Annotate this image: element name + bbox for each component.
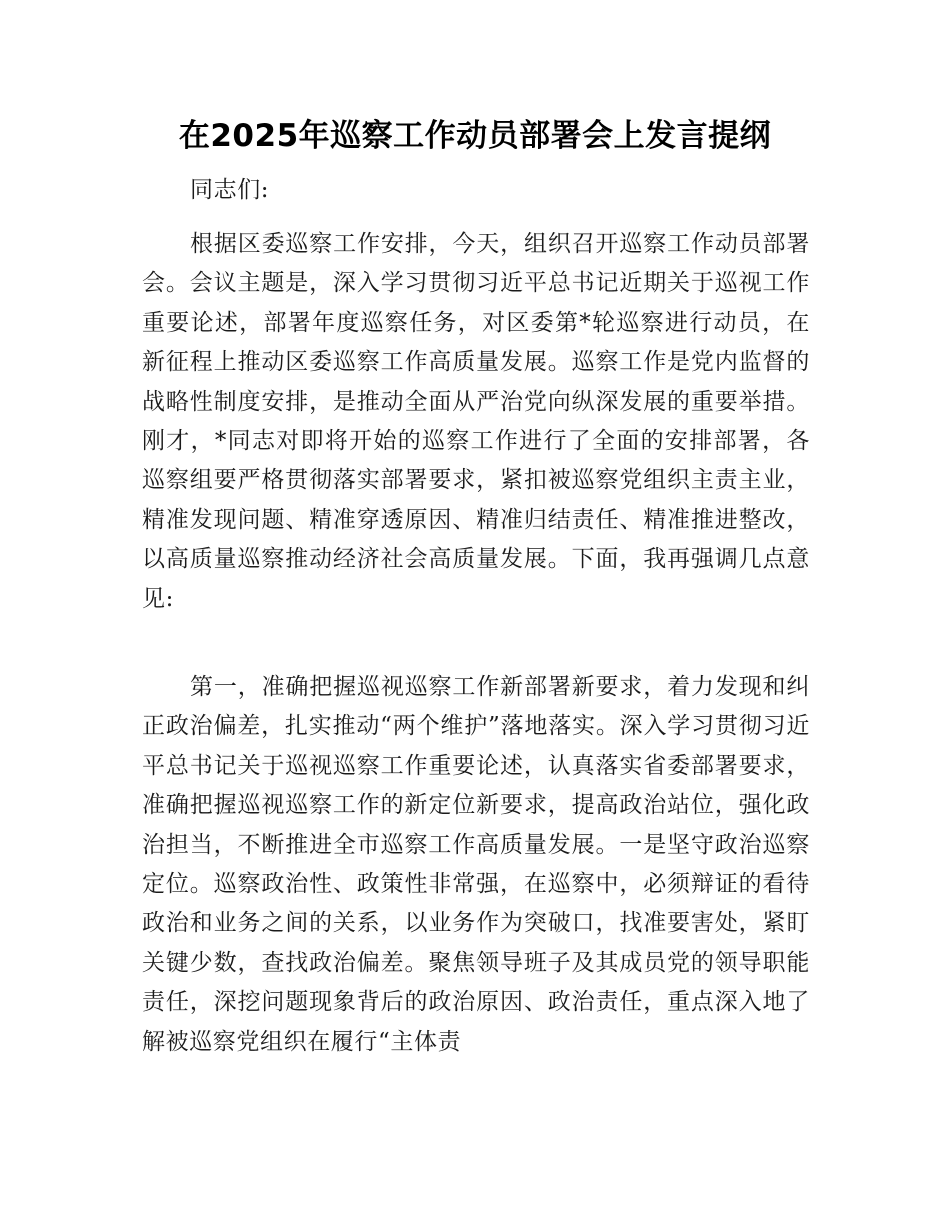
greeting-text: 同志们: bbox=[190, 177, 270, 203]
paragraph-2-text: 第一，准确把握巡视巡察工作新部署新要求，着力发现和纠正政治偏差，扎实推动“两个维护”落地落实。深入学习贯彻习近平总书记关于巡视巡察工作重要论述，认真落实省委部署要求，准确把握巡视巡察工作的新定位新要求，提高政治站位，强化政治担当，不断推进全市巡察工作高质量发展。一是坚守政治巡察定位。巡察政治性、政策性非常强，在巡察中，必须辩证的看待政治和业务之间的关系，以业务作为突破口，找准要害处，紧盯关键少数，查找政治偏差。聚焦领导班子及其成员党的领导职能责任，深挖问题现象背后的政治原因、政治责任，重点深入地了解被巡察党组织在履行“主体责 bbox=[142, 674, 810, 1055]
paragraph-1 bbox=[142, 225, 810, 619]
document-title: 在2025年巡察工作动员部署会上发言提纲 bbox=[178, 118, 772, 154]
paragraph-1-text: 根据区委巡察工作安排，今天，组织召开巡察工作动员部署会。会议主题是，深入学习贯彻习近平总书记近期关于巡视工作重要论述，部署年度巡察任务，对区委第*轮巡察进行动员，在新征程上推动区委巡察工作高质量发展。巡察工作是党内监督的战略性制度安排，是推动全面从严治党向纵深发展的重要举措。刚才，*同志对即将开始的巡察工作进行了全面的安排部署，各巡察组要严格贯彻落实部署要求，紧扣被巡察党组织主责主业，精准发现问题、精准穿透原因、精准归结责任、精准推进整改，以高质量巡察推动经济社会高质量发展。下面，我再强调几点意见: bbox=[142, 231, 810, 612]
greeting-line bbox=[142, 171, 810, 210]
paragraph-2 bbox=[142, 668, 810, 1062]
